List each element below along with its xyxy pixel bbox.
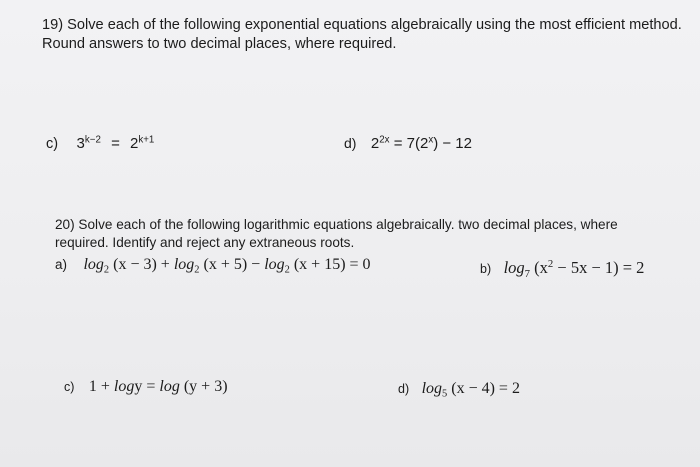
question-20c-label: c): [64, 380, 75, 394]
question-20b-equation: [503, 258, 645, 280]
q20a-log-1: log: [83, 256, 104, 273]
question-19-line-1: 19) Solve each of the following exponential equations algebraically using the most efficient method.: [42, 17, 682, 33]
q20a-arg-1: (x − 3) +: [109, 256, 174, 273]
question-20c: [64, 378, 228, 396]
q20c-text-a: 1 +: [88, 378, 114, 395]
question-20a: [55, 256, 371, 274]
q19c-exp-left: k−2: [84, 134, 101, 146]
q20c-log-1: log: [113, 378, 135, 395]
q19c-exp-right: k+1: [138, 134, 155, 146]
question-20a-equation: [83, 256, 371, 276]
question-20-line-2: required. Identify and reject any extraneous roots.: [55, 235, 355, 250]
q20c-log-2: log: [159, 378, 180, 395]
question-20c-equation: [89, 378, 228, 395]
q20b-log: log: [503, 258, 525, 277]
q19c-equals: =: [111, 135, 120, 152]
q19c-base-right: 2: [130, 135, 139, 152]
q20a-base-1: 2: [103, 264, 110, 276]
q20b-arg-exp: 2: [547, 258, 554, 271]
q20a-base-2: 2: [194, 264, 200, 276]
question-20b-label: b): [480, 262, 492, 276]
question-19-instructions: [42, 16, 682, 54]
question-20-instructions: [55, 216, 618, 252]
question-20b: [480, 258, 644, 278]
q20b-arg-a: (x: [530, 258, 548, 277]
question-19c-equation: [77, 135, 155, 152]
question-19d-equation: [371, 135, 472, 152]
question-20a-label: a): [55, 257, 68, 272]
question-20d-label: d): [398, 382, 410, 396]
q19d-inner-exp: x: [428, 134, 434, 146]
q20a-log-3: log: [264, 256, 285, 273]
q19d-base: 2: [370, 135, 380, 152]
q20a-arg-2: (x + 5) −: [199, 256, 265, 273]
q20d-log: log: [421, 380, 443, 397]
question-20d: [398, 380, 520, 398]
question-19c: [46, 135, 154, 153]
q19d-exp: 2x: [379, 134, 390, 146]
question-19d-label: d): [344, 135, 357, 151]
q20a-log-2: log: [173, 256, 195, 273]
question-19c-label: c): [46, 136, 59, 152]
question-20-line-1: 20) Solve each of the following logarithmic equations algebraically. two decimal places, where: [55, 217, 618, 232]
q20d-arg: (x − 4) = 2: [447, 380, 520, 397]
question-19-line-2: Round answers to two decimal places, where required.: [42, 36, 397, 52]
q20b-arg-b: − 5x − 1) = 2: [553, 258, 645, 277]
q19d-rest-b: ) − 12: [433, 135, 472, 152]
question-19d: [344, 135, 472, 153]
q20d-base: 5: [442, 388, 448, 400]
q20c-text-b: y =: [134, 378, 160, 395]
q20b-base: 7: [524, 267, 531, 280]
q20a-arg-3: (x + 15) = 0: [289, 256, 371, 273]
question-20d-equation: [421, 380, 520, 400]
q20c-text-c: (y + 3): [179, 378, 228, 395]
q19c-base-left: 3: [76, 135, 85, 152]
q19d-rest-a: = 7(2: [389, 135, 429, 152]
q20a-base-3: 2: [284, 264, 290, 276]
